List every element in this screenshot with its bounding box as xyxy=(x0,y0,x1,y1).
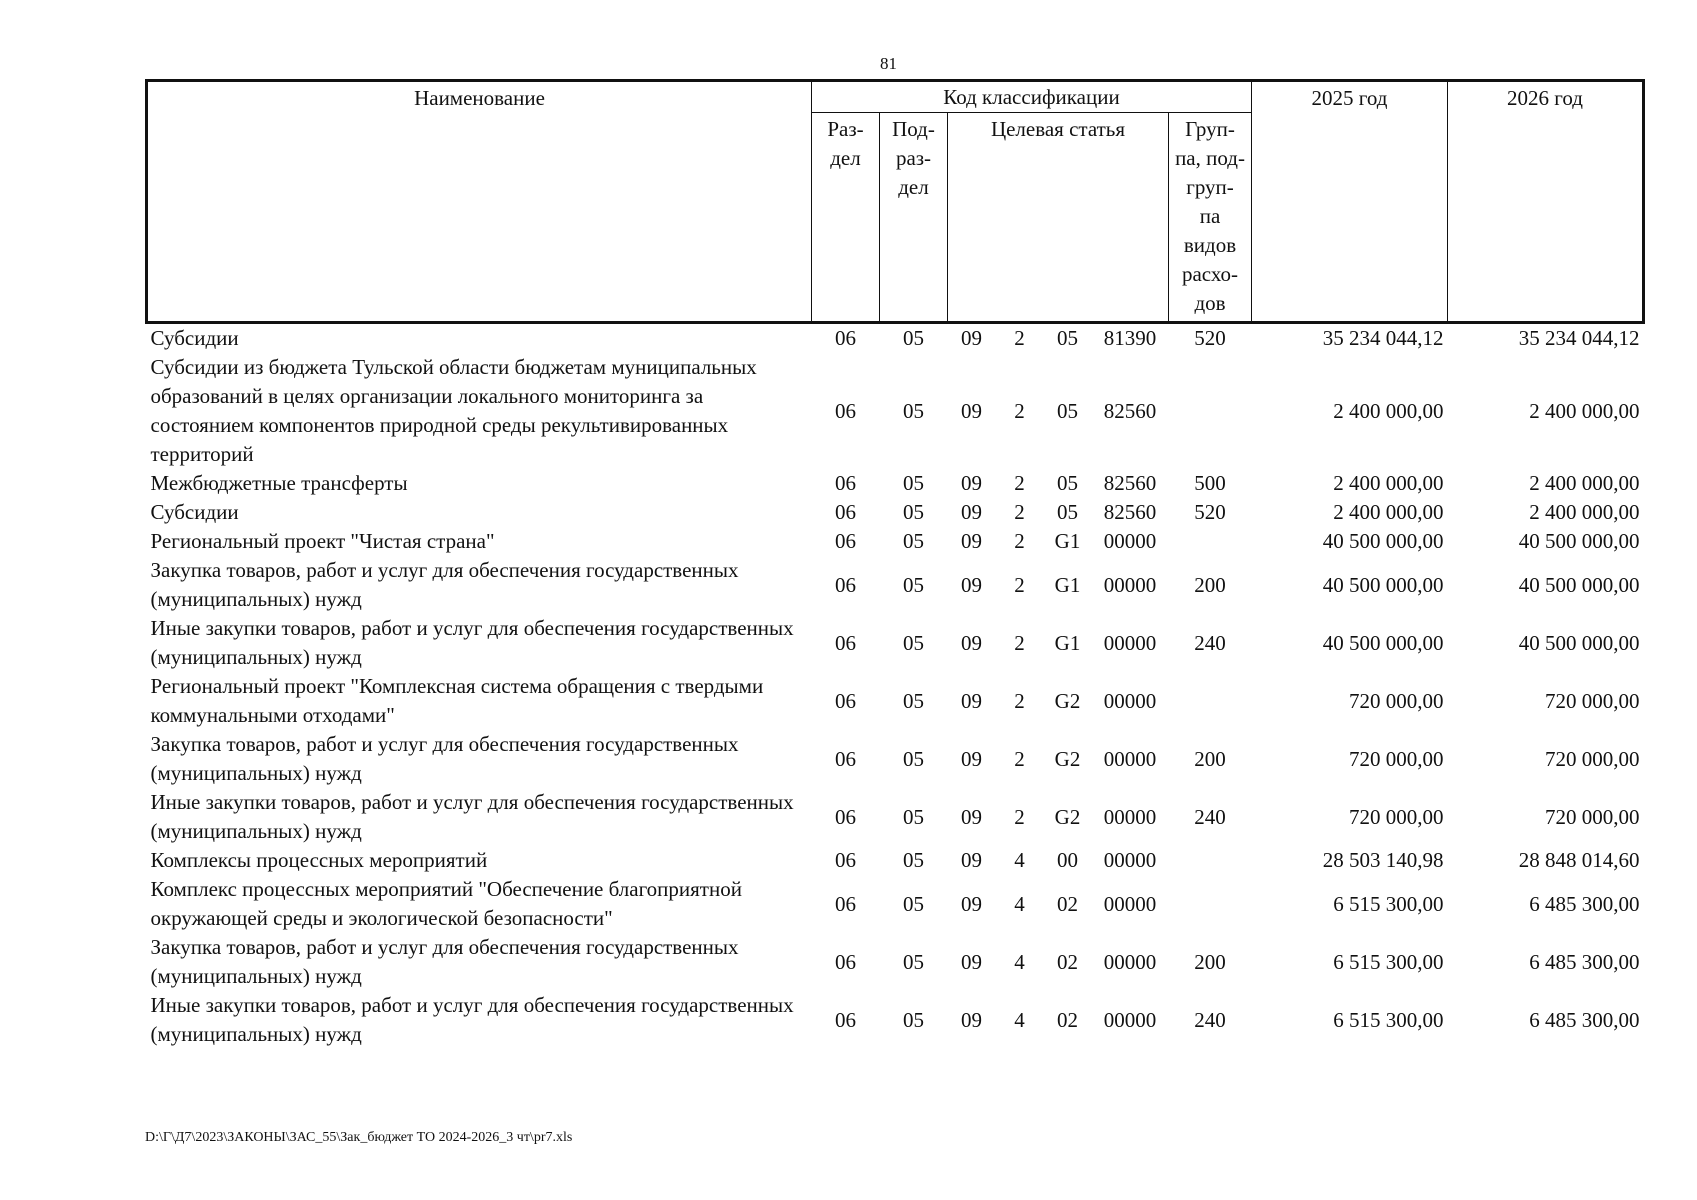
cell-amount-2026: 40 500 000,00 xyxy=(1518,630,1640,655)
cell-amount-2025: 6 515 300,00 xyxy=(1333,949,1444,974)
cell-amount-2025: 35 234 044,12 xyxy=(1322,326,1444,350)
cell-target-type: 2 xyxy=(1014,630,1025,655)
cell-target-program: 09 xyxy=(961,326,982,350)
cell-target-type: 2 xyxy=(1014,804,1025,829)
table-row xyxy=(147,933,1644,991)
cell-target-program: 09 xyxy=(961,688,982,713)
cell-target-group: G1 xyxy=(1054,630,1081,655)
cell-name: Межбюджетные трансферты xyxy=(150,471,408,495)
table-row xyxy=(147,788,1644,846)
cell-target-direction: 00000 xyxy=(1103,1007,1157,1032)
table-row xyxy=(147,991,1644,1049)
cell-amount-2026: 720 000,00 xyxy=(1545,688,1640,713)
cell-amount-2025: 6 515 300,00 xyxy=(1333,891,1444,916)
cell-razdel: 06 xyxy=(835,1007,856,1032)
cell-target-type: 2 xyxy=(1014,471,1025,495)
table-row xyxy=(147,672,1644,730)
cell-name: Иные закупки товаров, работ и услуг для обеспечения государственных (муниципальных) нужд xyxy=(150,993,794,1046)
cell-target-program: 09 xyxy=(961,572,982,597)
table-row xyxy=(147,323,1644,354)
footer-file-path: D:\Г\Д7\2023\ЗАКОНЫ\ЗАС_55\Зак_бюджет ТО 2024-2026_3 чт\pr7.xls xyxy=(145,1130,573,1145)
header-gruppa-vidov-raskhodov: Груп- па, под- груп- па видов расхо- дов xyxy=(1169,113,1252,323)
table-body xyxy=(147,323,1644,1050)
cell-target-type: 2 xyxy=(1014,746,1025,771)
cell-target-direction: 00000 xyxy=(1103,630,1157,655)
cell-target-direction: 82560 xyxy=(1103,398,1157,423)
table-row xyxy=(147,556,1644,614)
cell-target-direction: 00000 xyxy=(1103,949,1157,974)
cell-amount-2025: 6 515 300,00 xyxy=(1333,1007,1444,1032)
cell-target-group: G2 xyxy=(1054,688,1081,713)
cell-amount-2026: 2 400 000,00 xyxy=(1529,398,1640,423)
cell-target-program: 09 xyxy=(961,630,982,655)
table-row xyxy=(147,846,1644,875)
cell-podrazdel: 05 xyxy=(903,688,924,713)
cell-expense-type: 240 xyxy=(1194,630,1226,655)
cell-name: Субсидии из бюджета Тульской области бюджетам муниципальных образований в целях организации локального мониторинга за состоянием компонентов природной среды рекультивированных территорий xyxy=(150,355,757,466)
cell-expense-type: 520 xyxy=(1194,500,1226,524)
cell-podrazdel: 05 xyxy=(903,326,924,350)
cell-amount-2026: 40 500 000,00 xyxy=(1518,529,1640,553)
cell-target-program: 09 xyxy=(961,529,982,553)
cell-amount-2025: 40 500 000,00 xyxy=(1322,529,1444,553)
cell-razdel: 06 xyxy=(835,500,856,524)
cell-name: Субсидии xyxy=(150,326,239,350)
cell-razdel: 06 xyxy=(835,529,856,553)
cell-amount-2026: 6 485 300,00 xyxy=(1529,949,1640,974)
cell-name: Закупка товаров, работ и услуг для обеспечения государственных (муниципальных) нужд xyxy=(150,732,739,785)
cell-target-type: 2 xyxy=(1014,688,1025,713)
cell-target-direction: 00000 xyxy=(1103,848,1157,872)
cell-amount-2025: 28 503 140,98 xyxy=(1322,848,1444,872)
cell-razdel: 06 xyxy=(835,471,856,495)
cell-target-group: G1 xyxy=(1054,572,1081,597)
cell-target-group: 05 xyxy=(1057,500,1078,524)
table-row xyxy=(147,353,1644,469)
cell-podrazdel: 05 xyxy=(903,891,924,916)
cell-target-type: 2 xyxy=(1014,529,1025,553)
cell-amount-2025: 2 400 000,00 xyxy=(1333,500,1444,524)
cell-target-direction: 81390 xyxy=(1103,326,1157,350)
cell-target-group: 05 xyxy=(1057,326,1078,350)
cell-target-group: G1 xyxy=(1054,529,1081,553)
cell-name: Иные закупки товаров, работ и услуг для обеспечения государственных (муниципальных) нужд xyxy=(150,790,794,843)
cell-podrazdel: 05 xyxy=(903,949,924,974)
cell-target-program: 09 xyxy=(961,891,982,916)
cell-target-program: 09 xyxy=(961,500,982,524)
cell-amount-2026: 720 000,00 xyxy=(1545,746,1640,771)
cell-target-type: 4 xyxy=(1014,891,1025,916)
cell-amount-2026: 6 485 300,00 xyxy=(1529,891,1640,916)
cell-target-type: 2 xyxy=(1014,398,1025,423)
cell-podrazdel: 05 xyxy=(903,804,924,829)
cell-amount-2026: 6 485 300,00 xyxy=(1529,1007,1640,1032)
cell-razdel: 06 xyxy=(835,572,856,597)
cell-target-direction: 00000 xyxy=(1103,688,1157,713)
cell-amount-2025: 40 500 000,00 xyxy=(1322,630,1444,655)
cell-expense-type: 200 xyxy=(1194,746,1226,771)
cell-expense-type: 520 xyxy=(1194,326,1226,350)
cell-target-direction: 00000 xyxy=(1103,804,1157,829)
header-podrazdel: Под- раз- дел xyxy=(880,113,948,323)
cell-name: Комплексы процессных мероприятий xyxy=(150,848,488,872)
cell-name: Иные закупки товаров, работ и услуг для обеспечения государственных (муниципальных) нужд xyxy=(150,616,794,669)
header-code: Код классификации xyxy=(812,81,1252,113)
cell-razdel: 06 xyxy=(835,630,856,655)
cell-expense-type: 240 xyxy=(1194,1007,1226,1032)
cell-razdel: 06 xyxy=(835,688,856,713)
table-header xyxy=(147,81,1644,323)
cell-target-type: 2 xyxy=(1014,500,1025,524)
cell-target-direction: 00000 xyxy=(1103,891,1157,916)
cell-expense-type: 500 xyxy=(1194,471,1226,495)
cell-name: Закупка товаров, работ и услуг для обеспечения государственных (муниципальных) нужд xyxy=(150,558,739,611)
cell-amount-2026: 40 500 000,00 xyxy=(1518,572,1640,597)
cell-podrazdel: 05 xyxy=(903,529,924,553)
cell-amount-2025: 40 500 000,00 xyxy=(1322,572,1444,597)
cell-name: Субсидии xyxy=(150,500,239,524)
cell-target-group: 05 xyxy=(1057,398,1078,423)
cell-razdel: 06 xyxy=(835,326,856,350)
cell-target-program: 09 xyxy=(961,848,982,872)
cell-expense-type xyxy=(1169,875,1252,933)
budget-table xyxy=(145,79,1645,1049)
cell-podrazdel: 05 xyxy=(903,746,924,771)
cell-razdel: 06 xyxy=(835,746,856,771)
cell-name: Региональный проект "Комплексная система обращения с твердыми коммунальными отходами" xyxy=(150,674,764,727)
cell-target-program: 09 xyxy=(961,949,982,974)
cell-target-type: 4 xyxy=(1014,1007,1025,1032)
page-number: 81 xyxy=(880,54,897,73)
cell-target-program: 09 xyxy=(961,1007,982,1032)
cell-expense-type: 200 xyxy=(1194,949,1226,974)
cell-target-group: 02 xyxy=(1057,1007,1078,1032)
cell-expense-type xyxy=(1169,353,1252,469)
header-year-2025: 2025 год xyxy=(1252,81,1448,323)
cell-razdel: 06 xyxy=(835,891,856,916)
cell-podrazdel: 05 xyxy=(903,471,924,495)
cell-target-program: 09 xyxy=(961,398,982,423)
cell-target-direction: 00000 xyxy=(1103,529,1157,553)
cell-razdel: 06 xyxy=(835,848,856,872)
cell-target-group: G2 xyxy=(1054,746,1081,771)
cell-target-direction: 82560 xyxy=(1103,471,1157,495)
cell-podrazdel: 05 xyxy=(903,572,924,597)
cell-target-type: 4 xyxy=(1014,949,1025,974)
cell-amount-2026: 2 400 000,00 xyxy=(1529,471,1640,495)
cell-amount-2025: 720 000,00 xyxy=(1349,804,1444,829)
table-row xyxy=(147,875,1644,933)
cell-name: Региональный проект "Чистая страна" xyxy=(150,529,495,553)
cell-amount-2025: 2 400 000,00 xyxy=(1333,398,1444,423)
cell-expense-type xyxy=(1169,672,1252,730)
cell-podrazdel: 05 xyxy=(903,500,924,524)
cell-expense-type: 200 xyxy=(1194,572,1226,597)
cell-expense-type: 240 xyxy=(1194,804,1226,829)
cell-target-direction: 00000 xyxy=(1103,746,1157,771)
cell-target-type: 2 xyxy=(1014,326,1025,350)
cell-razdel: 06 xyxy=(835,804,856,829)
table-row xyxy=(147,614,1644,672)
cell-target-direction: 00000 xyxy=(1103,572,1157,597)
cell-razdel: 06 xyxy=(835,949,856,974)
table-row xyxy=(147,498,1644,527)
cell-amount-2026: 720 000,00 xyxy=(1545,804,1640,829)
cell-razdel: 06 xyxy=(835,398,856,423)
header-year-2026: 2026 год xyxy=(1448,81,1644,323)
header-razdel: Раз- дел xyxy=(812,113,880,323)
table-row xyxy=(147,730,1644,788)
cell-target-group: 02 xyxy=(1057,949,1078,974)
cell-amount-2025: 720 000,00 xyxy=(1349,746,1444,771)
cell-podrazdel: 05 xyxy=(903,630,924,655)
cell-target-program: 09 xyxy=(961,804,982,829)
cell-podrazdel: 05 xyxy=(903,1007,924,1032)
cell-amount-2025: 2 400 000,00 xyxy=(1333,471,1444,495)
cell-amount-2026: 2 400 000,00 xyxy=(1529,500,1640,524)
cell-name: Закупка товаров, работ и услуг для обеспечения государственных (муниципальных) нужд xyxy=(150,935,739,988)
cell-amount-2026: 35 234 044,12 xyxy=(1518,326,1640,350)
table-row xyxy=(147,469,1644,498)
cell-target-group: 05 xyxy=(1057,471,1078,495)
header-name: Наименование xyxy=(147,81,812,323)
cell-target-type: 4 xyxy=(1014,848,1025,872)
cell-target-program: 09 xyxy=(961,471,982,495)
cell-podrazdel: 05 xyxy=(903,398,924,423)
cell-target-program: 09 xyxy=(961,746,982,771)
cell-target-direction: 82560 xyxy=(1103,500,1157,524)
cell-expense-type xyxy=(1169,846,1252,875)
cell-target-group: 00 xyxy=(1057,848,1078,872)
cell-target-group: G2 xyxy=(1054,804,1081,829)
cell-amount-2026: 28 848 014,60 xyxy=(1518,848,1640,872)
cell-name: Комплекс процессных мероприятий "Обеспечение благоприятной окружающей среды и экологической безопасности" xyxy=(150,877,742,930)
cell-amount-2025: 720 000,00 xyxy=(1349,688,1444,713)
table-row xyxy=(147,527,1644,556)
cell-target-type: 2 xyxy=(1014,572,1025,597)
header-celevaya-statya: Целевая статья xyxy=(948,113,1169,323)
cell-target-group: 02 xyxy=(1057,891,1078,916)
cell-expense-type xyxy=(1169,527,1252,556)
cell-podrazdel: 05 xyxy=(903,848,924,872)
